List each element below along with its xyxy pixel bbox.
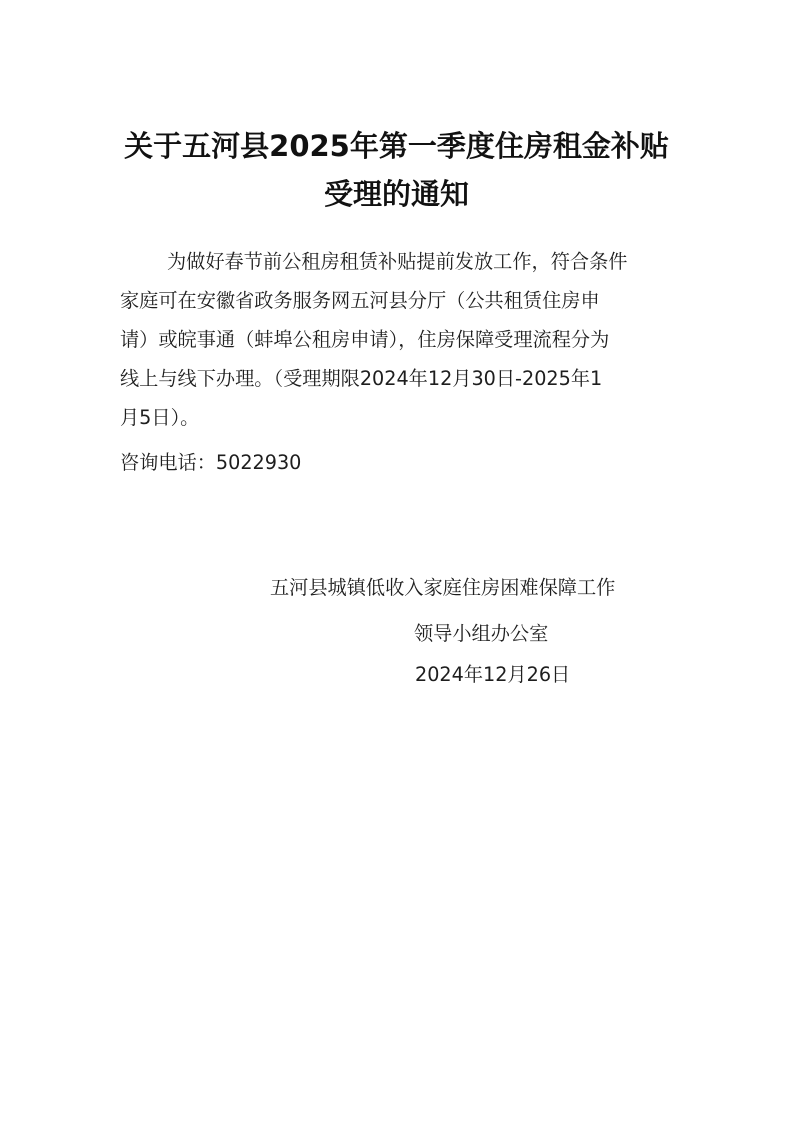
notice-title-line-2: 受理的通知	[323, 177, 469, 211]
body-line-5: 月5日）。	[120, 406, 200, 429]
body-line-2: 家庭可在安徽省政务服务网五河县分厅（公共租赁住房申	[120, 289, 600, 312]
signature-org-line-1: 五河县城镇低收入家庭住房困难保障工作	[270, 576, 616, 599]
body-line-1: 为做好春节前公租房租赁补贴提前发放工作，符合条件	[167, 250, 628, 273]
body-line-3: 请）或皖事通（蚌埠公租房申请），住房保障受理流程分为	[120, 328, 610, 351]
signature-date: 2024年12月26日	[415, 663, 571, 686]
signature-org-line-2: 领导小组办公室	[414, 622, 549, 645]
body-line-4: 线上与线下办理。（受理期限2024年12月30日-2025年1	[120, 367, 603, 390]
consult-phone: 咨询电话：5022930	[120, 451, 302, 474]
notice-title-line-1: 关于五河县2025年第一季度住房租金补贴	[124, 129, 669, 163]
